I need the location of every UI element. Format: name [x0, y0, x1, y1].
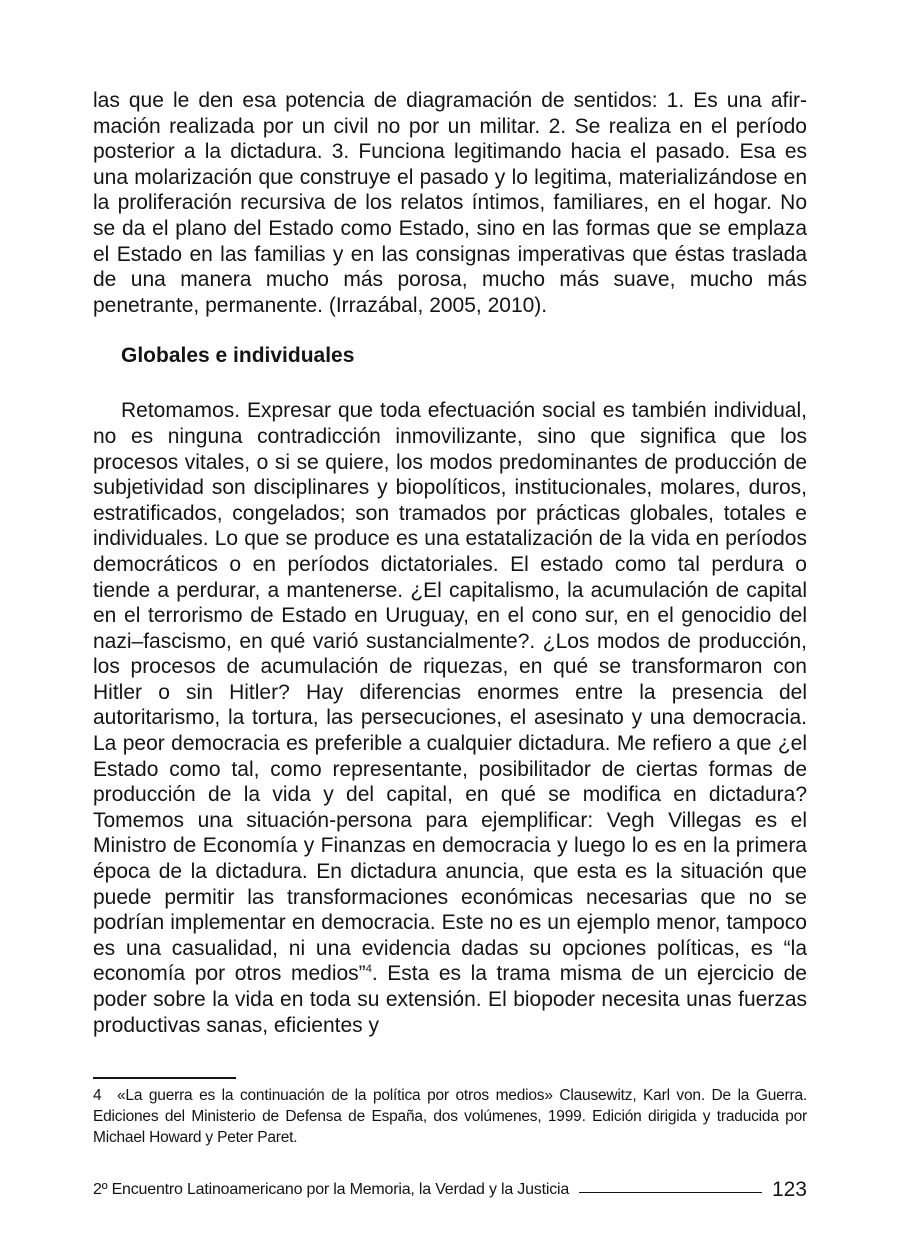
- footnote-reference: 4: [365, 963, 372, 976]
- footnote: [93, 1085, 807, 1148]
- heading-spacer: [93, 369, 807, 398]
- paragraph-spacer: [93, 318, 807, 343]
- page-footer: [93, 1178, 807, 1202]
- footnote-text: «La guerra es la continuación de la política por otros medios» Clausewitz, Karl von. De la Guerra. Ediciones del Ministerio de Defensa de España, dos volúmenes, 1999. Edición dirigida y traducida por Michael Howard y Peter Paret.: [93, 1087, 807, 1146]
- footnote-number: 4: [93, 1087, 102, 1104]
- paragraph-2-text: Retomamos. Expresar que toda efectuación social es también individual, no es ninguna contradicción inmovilizante, sino que significa que los procesos vitales, o si se quiere, los modos predominantes de producción de subjetividad son disciplinares y biopolíticos, institucionales, molares, duros, estratificados, congelados; son tramados por prácticas globales, totales e individuales. Lo que se produce es una estatalización de la vida en períodos democráticos o en períodos dictatoriales. El estado como tal perdura o tiende a perdurar, a mantenerse. ¿El capitalismo, la acumulación de capital en el terrorismo de Estado en Uruguay, en el cono sur, en el genocidio del nazi–fascismo, en qué varió sustancialmente?. ¿Los modos de producción, los procesos de acumulación de riquezas, en qué se transformaron con Hitler o sin Hitler? Hay diferencias enormes entre la presencia del autoritarismo, la tortura, las persecuciones, el asesinato y una democracia. La peor democracia es preferible a cualquier dictadura. Me refiero a que ¿el Estado como tal, como representante, posibilitador de ciertas formas de producción de la vida y del capital, en qué se modifica en dictadura? Tomemos una situación-persona para ejemplificar: Vegh Villegas es el Ministro de Economía y Finanzas en democracia y luego lo es en la primera época de la dictadura. En dictadura anuncia, que esta es la situación que puede permitir las transformaciones económicas necesarias que no se podrían implementar en democracia. Este no es un ejemplo menor, tampoco es una casualidad, ni una evidencia dadas su opciones políticas, es “la economía por otros medios”: [93, 399, 807, 986]
- footer-title: 2º Encuentro Latinoamericano por la Memoria, la Verdad y la Justicia: [93, 1181, 570, 1198]
- paragraph-2-continuation: . Esta es la trama misma de un ejercicio de poder sobre la vida en toda su extensión. El biopoder necesita unas fuerzas productivas sanas, eficientes y: [93, 962, 807, 1037]
- footnote-divider: [93, 1077, 236, 1079]
- page-number: 123: [771, 1178, 807, 1201]
- section-heading: Globales e individuales: [121, 344, 355, 368]
- body-paragraph-1: las que le den esa potencia de diagramación de sentidos: 1. Es una afirmación realizada por un civil no por un militar. 2. Se realiza en el período posterior a la dictadura. 3. Funciona legitimando hacia el pasado. Esa es una molarización que construye el pasado y lo legitima, materializándose en la proliferación recursiva de los relatos íntimos, familiares, en el hogar. No se da el plano del Estado como Estado, sino en las formas que se emplaza el Estado en las familias y en las consignas imperativas que éstas traslada de una manera mucho más porosa, mucho más suave, mucho más penetrante, permanente. (Irrazábal, 2005, 2010).: [93, 89, 807, 317]
- page-body: [93, 88, 807, 1038]
- footer-rule: [579, 1192, 762, 1193]
- body-paragraph-2: [93, 398, 807, 1038]
